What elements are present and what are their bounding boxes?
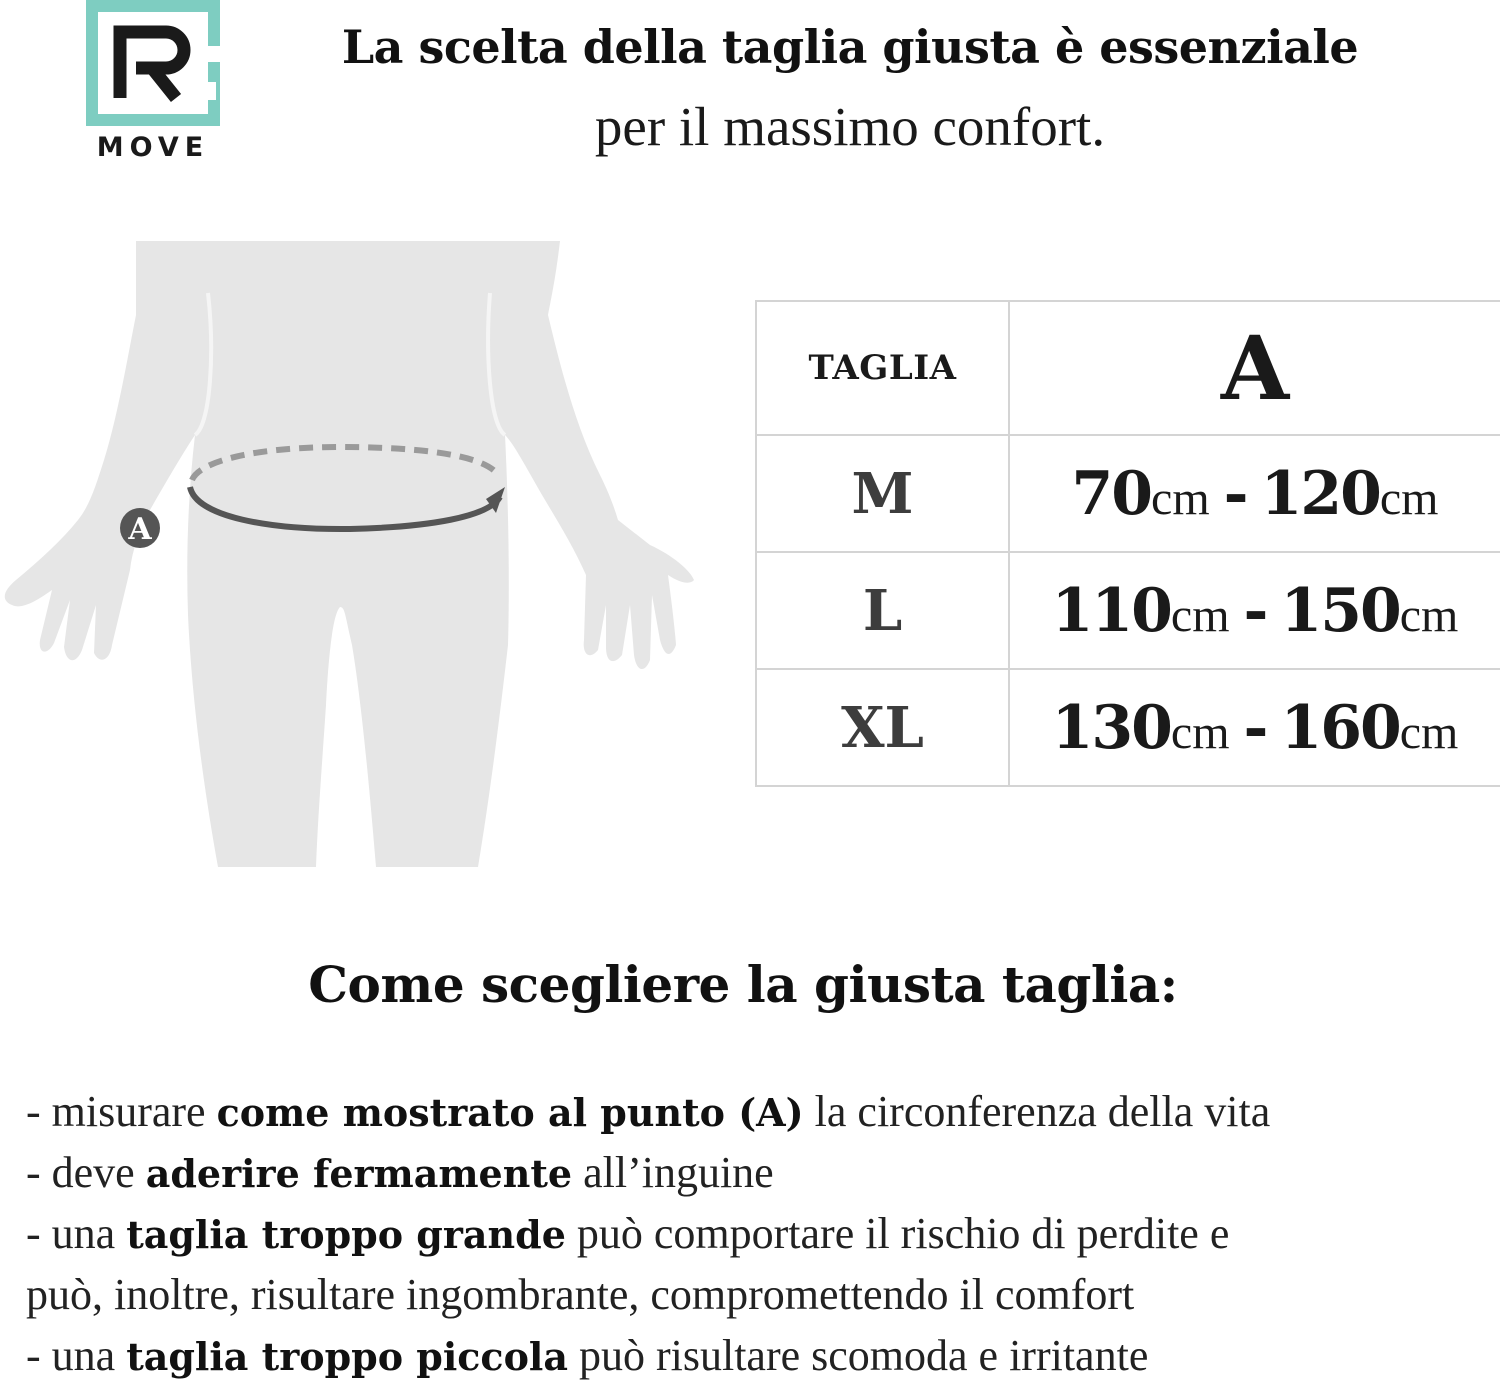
unit-label: cm [1170, 705, 1230, 759]
list-item [26, 1326, 1486, 1387]
unit-label: cm [1399, 588, 1459, 642]
size-cell: XL [756, 669, 1009, 786]
item-emphasis: taglia troppo grande [126, 1212, 566, 1257]
range-min: 130 [1051, 692, 1171, 763]
item-text: - deve [26, 1148, 146, 1197]
brand-wordmark: MOVE [96, 132, 210, 163]
range-cell [1009, 669, 1500, 786]
item-text: - una [26, 1209, 127, 1258]
item-text: la circonferenza della vita [803, 1087, 1271, 1136]
size-cell: M [756, 435, 1009, 552]
header-measure-column: A [1009, 301, 1500, 435]
size-table-header-row [756, 301, 1500, 435]
body-silhouette-icon [0, 235, 700, 875]
item-emphasis: taglia troppo piccola [126, 1334, 568, 1379]
header-size-label: TAGLIA [756, 301, 1009, 435]
table-row [756, 435, 1500, 552]
unit-label: cm [1399, 705, 1459, 759]
item-text: all’inguine [572, 1148, 774, 1197]
unit-label: cm [1379, 471, 1439, 525]
range-cell [1009, 435, 1500, 552]
range-cell [1009, 552, 1500, 669]
item-text: può comportare il rischio di perdite e [565, 1209, 1230, 1258]
item-text: può risultare scomoda e irritante [567, 1331, 1149, 1380]
table-row [756, 552, 1500, 669]
item-text: può, inoltre, risultare ingombrante, compromettendo il comfort [26, 1270, 1135, 1319]
unit-label: cm [1170, 588, 1230, 642]
size-table [755, 300, 1500, 787]
how-to-heading: Come scegliere la giusta taglia: [308, 955, 1178, 1014]
page-subtitle: per il massimo confort. [594, 96, 1106, 157]
list-item [26, 1082, 1486, 1143]
size-cell: L [756, 552, 1009, 669]
item-text: - misurare [26, 1087, 217, 1136]
range-max: 120 [1260, 458, 1380, 529]
item-emphasis: aderire fermamente [145, 1151, 573, 1196]
range-max: 160 [1280, 692, 1400, 763]
list-item [26, 1143, 1486, 1204]
marker-label: A [128, 512, 152, 547]
range-separator: - [1243, 692, 1267, 763]
range-min: 110 [1051, 575, 1171, 646]
list-item [26, 1204, 1486, 1265]
range-separator: - [1243, 575, 1267, 646]
table-row [756, 669, 1500, 786]
range-min: 70 [1071, 458, 1152, 529]
range-max: 150 [1280, 575, 1400, 646]
instructions-list [26, 1082, 1486, 1387]
unit-label: cm [1151, 471, 1210, 525]
list-item [26, 1265, 1486, 1326]
page-title: La scelta della taglia giusta è essenziale [341, 20, 1359, 74]
range-separator: - [1223, 458, 1247, 529]
item-emphasis: come mostrato al punto (A) [216, 1090, 804, 1135]
item-text: - una [26, 1331, 127, 1380]
